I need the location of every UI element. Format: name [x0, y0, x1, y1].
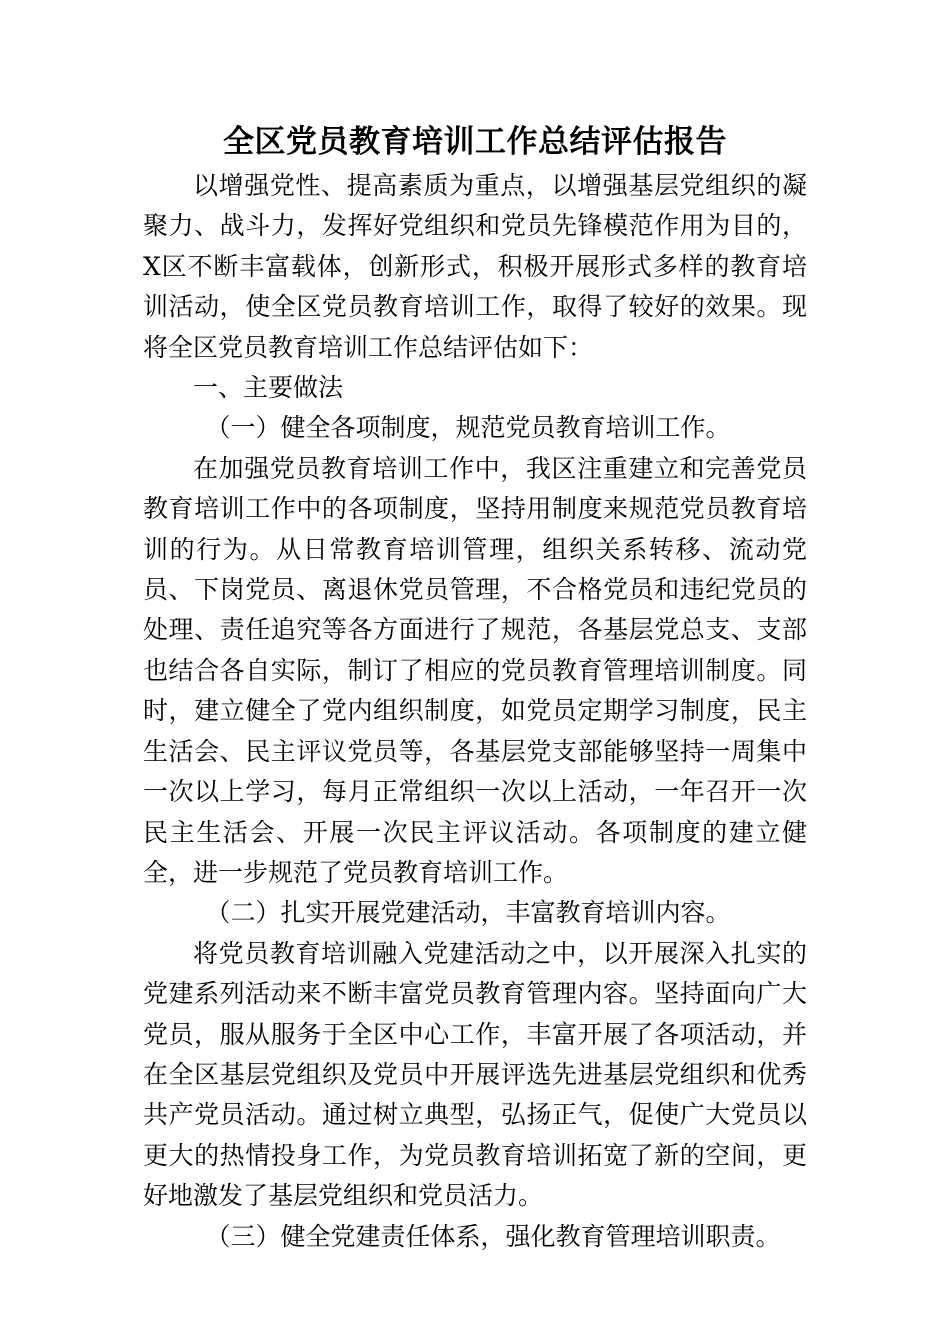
- section-heading: 一、主要做法: [193, 373, 344, 403]
- body-paragraph: 将党员教育培训融入党建活动之中，以开展深入扎实的党建系列活动来不断丰富党员教育管理内容。坚持面向广大党员，服从服务于全区中心工作，丰富开展了各项活动，并在全区基层党组织及党员中开展评选先进基层党组织和优秀共产党员活动。通过树立典型，弘扬正气，促使广大党员以更大的热情投身工作，为党员教育培训拓宽了新的空间，更好地激发了基层党组织和党员活力。: [143, 938, 807, 1211]
- subsection-heading: （二）扎实开展党建活动，丰富教育培训内容。: [205, 898, 731, 928]
- subsection-heading: （一）健全各项制度，规范党员教育培训工作。: [205, 413, 731, 443]
- subsection-heading: （三）健全党建责任体系，强化教育管理培训职责。: [205, 1221, 781, 1251]
- document-body: [143, 166, 807, 1257]
- intro-paragraph: 以增强党性、提高素质为重点，以增强基层党组织的凝聚力、战斗力，发挥好党组织和党员先锋模范作用为目的，X区不断丰富载体，创新形式，积极开展形式多样的教育培训活动，使全区党员教育培训工作，取得了较好的效果。现将全区党员教育培训工作总结评估如下：: [143, 171, 807, 362]
- document-title: 全区党员教育培训工作总结评估报告: [223, 124, 727, 160]
- body-paragraph: 在加强党员教育培训工作中，我区注重建立和完善党员教育培训工作中的各项制度，坚持用制度来规范党员教育培训的行为。从日常教育培训管理，组织关系转移、流动党员、下岗党员、离退休党员管理，不合格党员和违纪党员的处理、责任追究等各方面进行了规范，各基层党总支、支部也结合各自实际，制订了相应的党员教育管理培训制度。同时，建立健全了党内组织制度，如党员定期学习制度，民主生活会、民主评议党员等，各基层党支部能够坚持一周集中一次以上学习，每月正常组织一次以上活动，一年召开一次民主生活会、开展一次民主评议活动。各项制度的建立健全，进一步规范了党员教育培训工作。: [143, 453, 807, 887]
